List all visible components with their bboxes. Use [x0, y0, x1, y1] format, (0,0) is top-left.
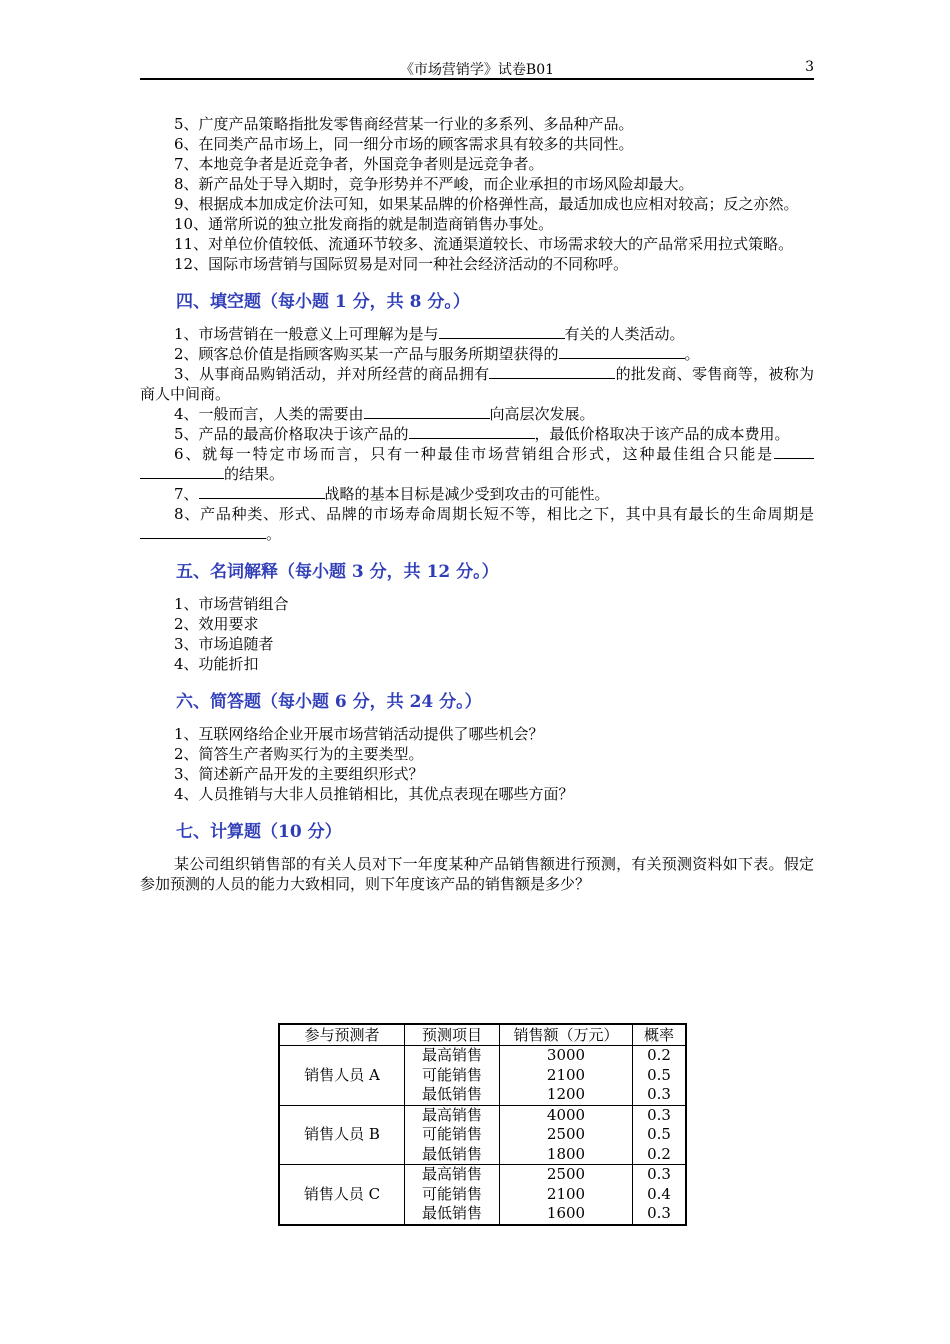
- calculation-intro: 某公司组织销售部的有关人员对下一年度某种产品销售额进行预测，有关预测资料如下表。假定参加预测的人员的能力大致相同，则下年度该产品的销售额是多少？: [140, 855, 814, 893]
- table-row: [279, 1105, 686, 1165]
- section-5-heading: 五、名词解释（每小题 3 分，共 12 分。）: [176, 562, 499, 582]
- column-header: 销售额（万元）: [500, 1024, 633, 1046]
- probability-cell: 0.2 0.5 0.3: [633, 1046, 687, 1106]
- answer-blank[interactable]: [409, 424, 535, 439]
- section-6-heading: 六、简答题（每小题 6 分，共 24 分。）: [176, 692, 482, 712]
- answer-blank[interactable]: [439, 324, 565, 339]
- short-answer-item-4: 4、人员推销与大非人员推销相比，其优点表现在哪些方面？: [174, 785, 574, 803]
- judgement-item-7: 7、本地竞争者是近竞争者，外国竞争者则是远竞争者。: [174, 155, 544, 173]
- short-answer-item-3: 3、简述新产品开发的主要组织形式？: [174, 765, 424, 783]
- term-item-4: 4、功能折扣: [174, 655, 259, 673]
- page-header: [140, 58, 814, 80]
- fill-blank-item-7: 7、 战略的基本目标是减少受到攻击的可能性。: [174, 485, 610, 503]
- table-row: [279, 1046, 686, 1106]
- section-7-heading: 七、计算题（10 分）: [176, 822, 342, 842]
- fill-blank-item-8: 8、产品种类、形式、品牌的市场寿命周期长短不等，相比之下，其中具有最长的生命周期是。: [140, 504, 814, 544]
- forecaster-cell: 销售人员 A: [279, 1046, 405, 1106]
- short-answer-item-1: 1、互联网络给企业开展市场营销活动提供了哪些机会？: [174, 725, 544, 743]
- table-header-row: [279, 1024, 686, 1046]
- fill-blank-item-4: 4、一般而言，人类的需要由 向高层次发展。: [174, 405, 595, 423]
- sales-cell: 3000 2100 1200: [500, 1046, 633, 1106]
- judgement-item-9: 9、根据成本加成定价法可知，如果某品牌的价格弹性高，最适加成也应相对较高；反之亦然。: [174, 195, 799, 213]
- page-content: [140, 114, 814, 894]
- table-row: [279, 1165, 686, 1225]
- page-number: 3: [805, 59, 814, 75]
- fill-blank-item-1: 1、市场营销在一般意义上可理解为是与 有关的人类活动。: [174, 325, 685, 343]
- answer-blank[interactable]: [774, 444, 814, 459]
- column-header: 参与预测者: [279, 1024, 405, 1046]
- judgement-item-8: 8、新产品处于导入期时，竞争形势并不严峻，而企业承担的市场风险却最大。: [174, 175, 694, 193]
- judgement-item-11: 11、对单位价值较低、流通环节较多、流通渠道较长、市场需求较大的产品常采用拉式策略。: [174, 235, 794, 253]
- short-answer-item-2: 2、简答生产者购买行为的主要类型。: [174, 745, 424, 763]
- judgement-item-5: 5、广度产品策略指批发零售商经营某一行业的多系列、多品种产品。: [174, 115, 634, 133]
- answer-blank-continued[interactable]: [140, 464, 224, 479]
- forecast-table: [278, 1023, 687, 1226]
- fill-blank-item-3: 3、从事商品购销活动，并对所经营的商品拥有 的批发商、零售商等，被称为商人中间商。: [140, 365, 814, 403]
- column-header: 概率: [633, 1024, 687, 1046]
- judgement-item-12: 12、国际市场营销与国际贸易是对同一种社会经济活动的不同称呼。: [174, 255, 629, 273]
- fill-blank-item-5: 5、产品的最高价格取决于该产品的 ，最低价格取决于该产品的成本费用。: [174, 425, 790, 443]
- forecaster-cell: 销售人员 B: [279, 1105, 405, 1165]
- answer-blank[interactable]: [364, 404, 490, 419]
- forecast-item-cell: 最高销售 可能销售 最低销售: [405, 1165, 500, 1225]
- term-item-1: 1、市场营销组合: [174, 595, 289, 613]
- sales-cell: 4000 2500 1800: [500, 1105, 633, 1165]
- term-item-3: 3、市场追随者: [174, 635, 274, 653]
- forecaster-cell: 销售人员 C: [279, 1165, 405, 1225]
- judgement-item-6: 6、在同类产品市场上，同一细分市场的顾客需求具有较多的共同性。: [174, 135, 634, 153]
- sales-cell: 2500 2100 1600: [500, 1165, 633, 1225]
- column-header: 预测项目: [405, 1024, 500, 1046]
- forecast-item-cell: 最高销售 可能销售 最低销售: [405, 1105, 500, 1165]
- document-title: 《市场营销学》试卷B01: [399, 62, 555, 78]
- probability-cell: 0.3 0.5 0.2: [633, 1105, 687, 1165]
- term-item-2: 2、效用要求: [174, 615, 259, 633]
- answer-blank[interactable]: [199, 484, 325, 499]
- answer-blank[interactable]: [489, 364, 615, 379]
- answer-blank[interactable]: [140, 524, 266, 539]
- answer-blank[interactable]: [559, 344, 685, 359]
- judgement-item-10: 10、通常所说的独立批发商指的就是制造商销售办事处。: [174, 215, 554, 233]
- section-4-heading: 四、填空题（每小题 1 分，共 8 分。）: [176, 292, 470, 312]
- fill-blank-item-2: 2、顾客总价值是指顾客购买某一产品与服务所期望获得的 。: [174, 345, 700, 363]
- fill-blank-item-6: 6、就每一特定市场而言，只有一种最佳市场营销组合形式，这种最佳组合只能是的结果。: [140, 444, 814, 484]
- probability-cell: 0.3 0.4 0.3: [633, 1165, 687, 1225]
- forecast-item-cell: 最高销售 可能销售 最低销售: [405, 1046, 500, 1106]
